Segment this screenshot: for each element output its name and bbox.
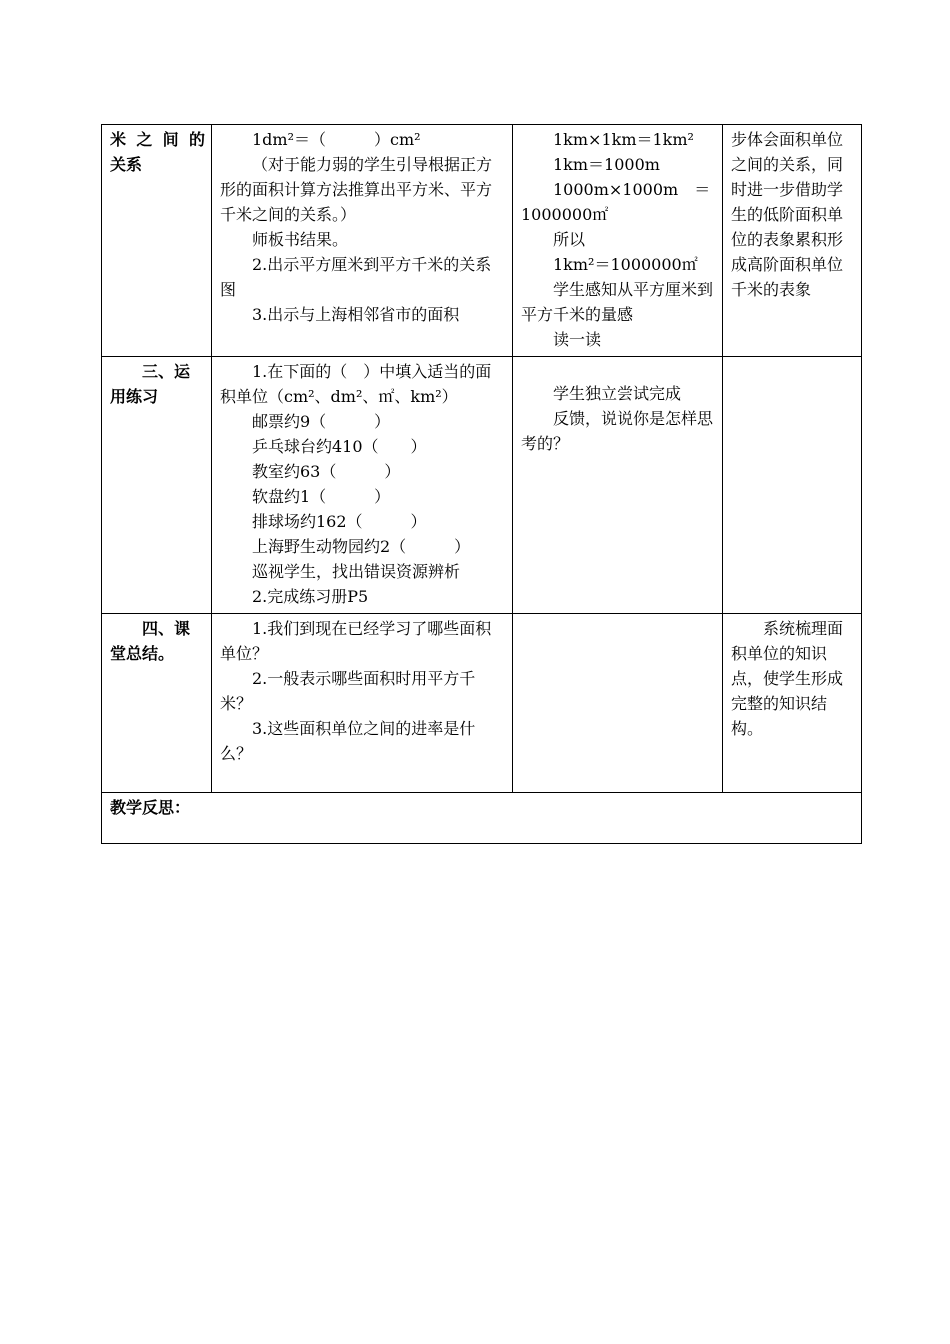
section-title-line: 关系: [110, 155, 143, 174]
student-line: 1km²＝1000000㎡: [553, 255, 698, 274]
teacher-line: 乒乓球台约410（ ）: [252, 437, 427, 456]
teacher-line: 3.这些面积单位之间的进率是什么？: [220, 719, 476, 763]
teacher-activity-cell: [212, 614, 513, 793]
section-cell: [102, 614, 212, 793]
spacer: [521, 359, 716, 381]
teacher-activity-cell: [212, 125, 513, 357]
design-purpose-cell: [723, 614, 862, 793]
teacher-line: 2.完成练习册P5: [252, 587, 369, 606]
teacher-line: 上海野生动物园约2（ ）: [252, 537, 471, 556]
teacher-line: 巡视学生，找出错误资源辨析: [252, 562, 461, 581]
section-title-line: 堂总结。: [110, 644, 175, 663]
design-purpose-cell: [723, 125, 862, 357]
table-row: [102, 793, 862, 844]
section-title-line: 四、课: [142, 619, 191, 638]
student-line: 1km＝1000m: [553, 155, 660, 174]
lesson-plan-sheet: [101, 124, 861, 844]
teacher-line: 排球场约162（ ）: [252, 512, 427, 531]
teacher-line: （对于能力弱的学生引导根据正方形的面积计算方法推算出平方米、平方千米之间的关系。）: [220, 155, 493, 224]
teacher-line: 1dm²＝（ ）cm²: [252, 130, 421, 149]
reflection-label: 教学反思：: [110, 798, 191, 817]
student-activity-cell: [513, 125, 723, 357]
student-line: 所以: [553, 230, 586, 249]
reflection-cell: [102, 793, 862, 844]
table-row: [102, 125, 862, 357]
student-line: 1000m×1000m ＝1000000㎡: [521, 180, 711, 224]
design-purpose-cell: [723, 357, 862, 614]
teacher-line: 2.一般表示哪些面积时用平方千米？: [220, 669, 476, 713]
teacher-line: 教室约63（ ）: [252, 462, 401, 481]
table-row: [102, 614, 862, 793]
purpose-text: 系统梳理面积单位的知识点，使学生形成完整的知识结构。: [731, 619, 844, 738]
student-line: 学生感知从平方厘米到平方千米的量感: [521, 280, 714, 324]
section-cell: [102, 357, 212, 614]
student-line: 反馈，说说你是怎样思考的？: [521, 409, 714, 453]
teacher-line: 2.出示平方厘米到平方千米的关系图: [220, 255, 492, 299]
student-line: 读一读: [553, 330, 602, 349]
student-line: 1km×1km＝1km²: [553, 130, 694, 149]
teacher-activity-cell: [212, 357, 513, 614]
table-row: [102, 357, 862, 614]
teacher-line: 师板书结果。: [252, 230, 349, 249]
teacher-line: 1.在下面的（ ）中填入适当的面积单位（cm²、dm²、㎡、km²）: [220, 362, 492, 406]
section-title-line: 米之间的: [110, 130, 205, 149]
teacher-line: 软盘约1（ ）: [252, 487, 391, 506]
student-activity-cell: [513, 614, 723, 793]
teacher-line: 邮票约9（ ）: [252, 412, 391, 431]
section-title-line: 三、运: [142, 362, 191, 381]
lesson-plan-table: [101, 124, 862, 844]
teacher-line: 1.我们到现在已经学习了哪些面积单位？: [220, 619, 492, 663]
section-title-line: 用练习: [110, 387, 159, 406]
student-activity-cell: [513, 357, 723, 614]
purpose-text: 步体会面积单位之间的关系，同时进一步借助学生的低阶面积单位的表象累积形成高阶面积单位千米的表象: [731, 130, 844, 299]
teacher-line: 3.出示与上海相邻省市的面积: [252, 305, 460, 324]
section-cell: [102, 125, 212, 357]
student-line: 学生独立尝试完成: [553, 384, 682, 403]
